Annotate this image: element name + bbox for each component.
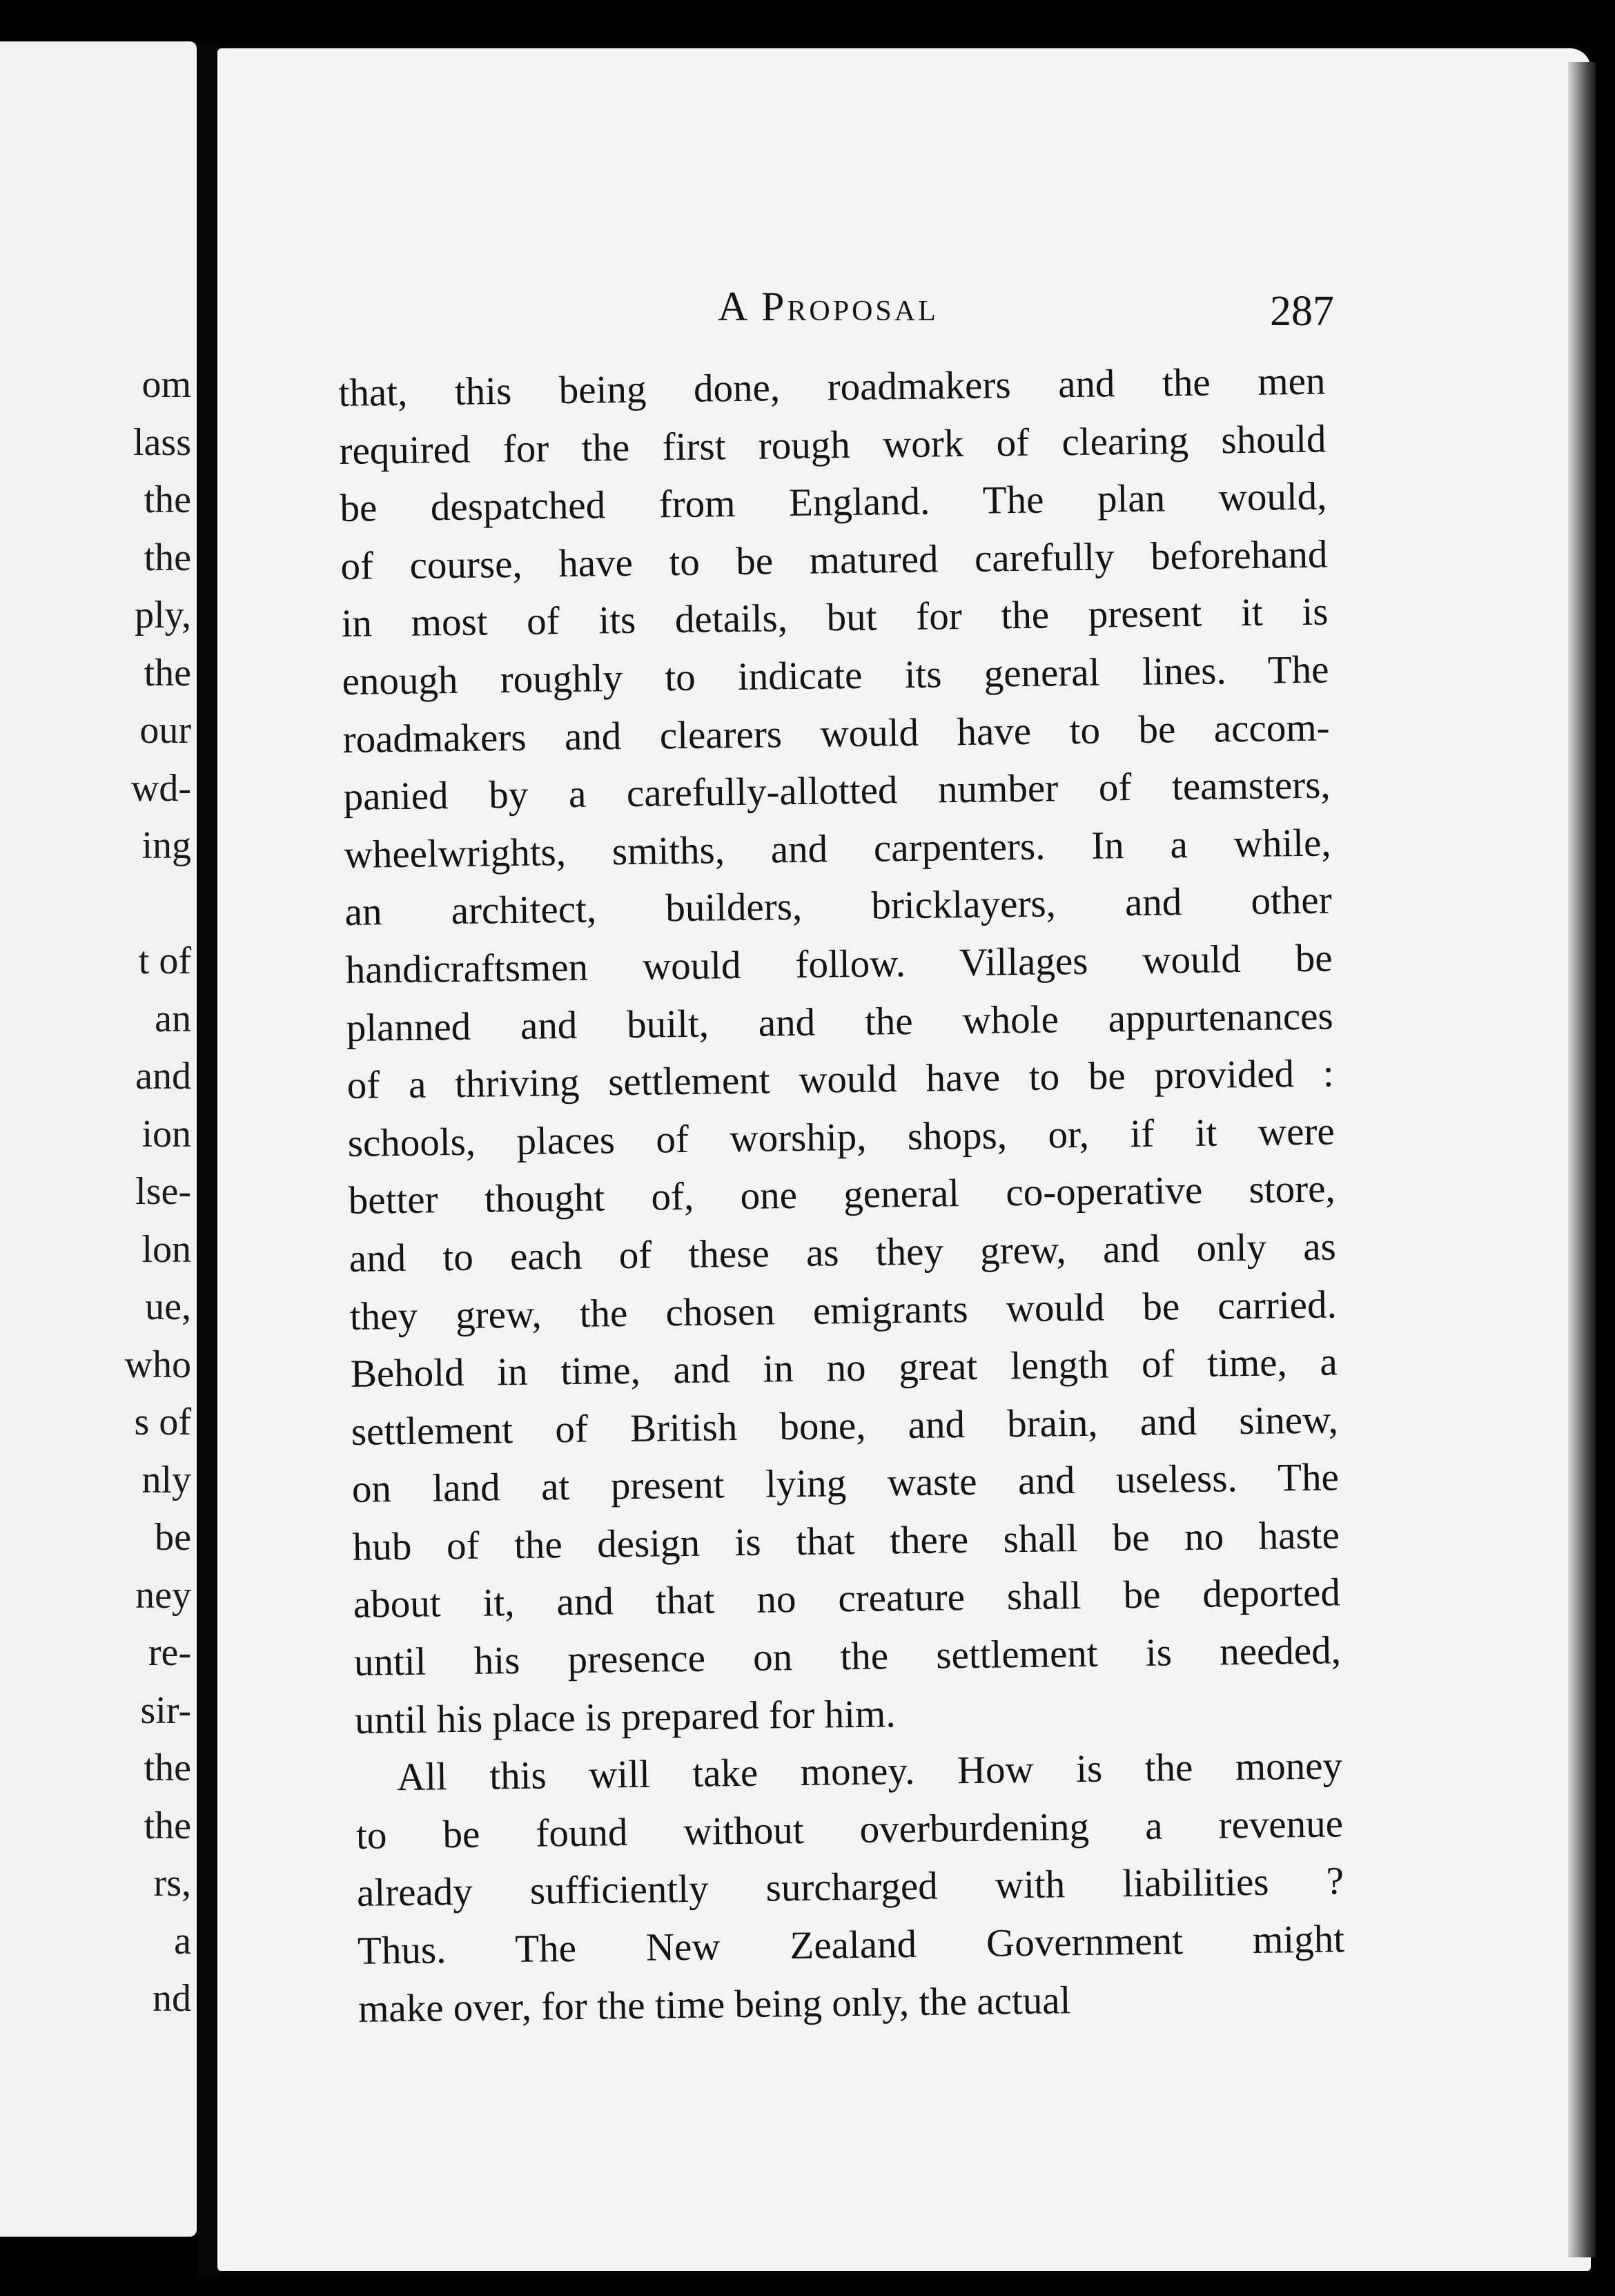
body-line: be despatched from England. The plan would, <box>340 474 1327 531</box>
body-line: until his presence on the settlement is needed, <box>353 1628 1342 1684</box>
left-fragment-line: and <box>135 1055 191 1098</box>
body-line: panied by a carefully-allotted number of teamsters, <box>343 763 1331 819</box>
left-facing-page <box>0 41 197 2237</box>
left-fragment-line: lass <box>133 420 191 464</box>
body-line: required for the first rough work of clearing should <box>339 417 1327 473</box>
body-line: handicraftsmen would follow. Villages would be <box>345 936 1333 992</box>
body-line: wheelwrights, smiths, and carpenters. In a while, <box>344 821 1331 877</box>
body-line: on land at present lying waste and useless. The <box>351 1455 1340 1512</box>
left-fragment-line: wd- <box>130 766 191 810</box>
left-fragment-line: ing <box>141 824 191 867</box>
left-fragment-line: ion <box>141 1112 191 1156</box>
left-fragment-line: nly <box>141 1458 191 1501</box>
body-line: hub of the design is that there shall be no haste <box>352 1513 1340 1569</box>
page-edge-shadow <box>1568 62 1596 2257</box>
running-head <box>217 283 1591 345</box>
body-text <box>338 353 1346 2039</box>
body-line: better thought of, one general co-operative store, <box>348 1167 1336 1223</box>
body-line: and to each of these as they grew, and only as <box>349 1225 1337 1281</box>
body-line: settlement of British bone, and brain, and sinew, <box>351 1398 1339 1454</box>
body-line: All this will take money. How is the money <box>396 1744 1343 1800</box>
body-line: of course, have to be matured carefully beforehand <box>340 532 1328 588</box>
running-head-title: A Proposal <box>718 284 939 329</box>
body-line: already sufficiently surcharged with liabilities ? <box>356 1859 1344 1916</box>
left-page-text-fragments <box>125 356 191 2028</box>
body-line: Thus. The New Zealand Government might <box>357 1917 1345 1973</box>
left-fragment-line: sir- <box>140 1689 191 1732</box>
left-fragment-line: the <box>144 478 191 521</box>
left-fragment-line <box>125 875 191 933</box>
left-fragment-line: a <box>174 1919 191 1963</box>
left-fragment-line: the <box>144 536 191 579</box>
page-number: 287 <box>1270 288 1334 335</box>
body-line: that, this being done, roadmakers and the men <box>338 359 1326 415</box>
left-fragment-line: lon <box>141 1227 191 1271</box>
left-fragment-line: s of <box>134 1401 191 1443</box>
left-fragment-line: t of <box>138 940 191 982</box>
left-fragment-line: nd <box>153 1977 191 2020</box>
left-fragment-line: re- <box>148 1631 191 1674</box>
body-line: schools, places of worship, shops, or, if it were <box>347 1109 1335 1165</box>
left-fragment-line: an <box>155 997 191 1040</box>
left-fragment-line: who <box>124 1343 191 1386</box>
body-line: planned and built, and the whole appurtenances <box>346 993 1334 1050</box>
book-gutter <box>197 41 217 2278</box>
left-fragment-line: be <box>155 1516 191 1559</box>
body-line: to be found without overburdening a revenue <box>355 1802 1344 1858</box>
right-page <box>217 48 1591 2271</box>
left-fragment-line: ney <box>135 1573 191 1617</box>
body-line: in most of its details, but for the present it is <box>341 590 1329 646</box>
body-line: make over, for the time being only, the actual <box>358 1978 1071 2031</box>
body-line: Behold in time, and in no great length of time, a <box>350 1340 1338 1396</box>
left-fragment-line: the <box>144 651 191 694</box>
left-fragment-line: rs, <box>153 1862 191 1905</box>
left-fragment-line: om <box>141 363 191 406</box>
left-fragment-line: the <box>144 1804 191 1847</box>
left-fragment-line: ue, <box>145 1285 191 1328</box>
body-line: enough roughly to indicate its general lines. The <box>342 648 1329 703</box>
body-line: roadmakers and clearers would have to be accom- <box>342 706 1330 761</box>
left-fragment-line: our <box>139 709 191 752</box>
body-line: of a thriving settlement would have to be provided : <box>346 1051 1335 1108</box>
left-fragment-line: the <box>144 1747 191 1789</box>
body-line: until his place is prepared for him. <box>354 1691 896 1742</box>
body-line: about it, and that no creature shall be deported <box>353 1570 1341 1627</box>
left-fragment-line: lse- <box>135 1170 191 1213</box>
body-line: an architect, builders, bricklayers, and other <box>344 878 1332 935</box>
body-line: they grew, the chosen emigrants would be carried. <box>349 1282 1338 1339</box>
left-fragment-line: ply, <box>135 594 191 636</box>
